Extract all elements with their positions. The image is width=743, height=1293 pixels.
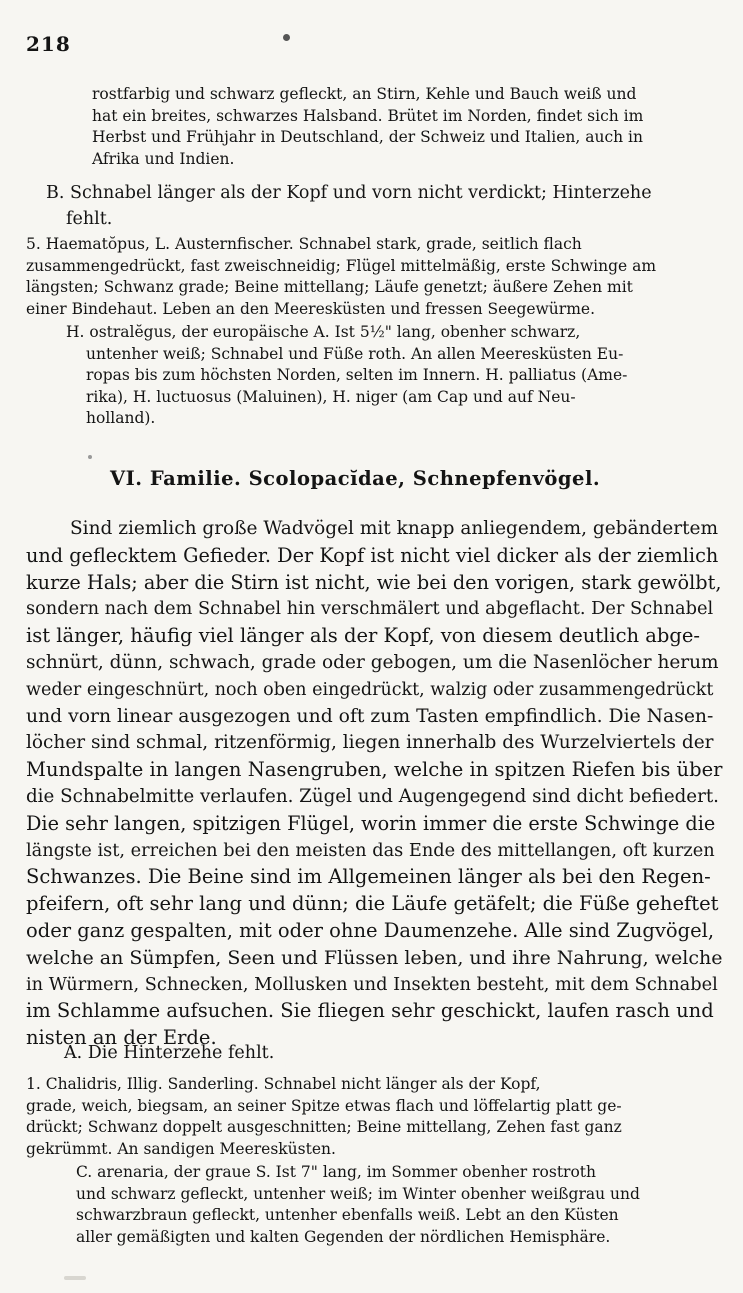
text-line: längsten; Schwanz grade; Beine mittellang; Läufe genetzt; äußere Zehen mit — [26, 278, 633, 297]
text-line: hat ein breites, schwarzes Halsband. Brütet im Norden, findet sich im — [92, 106, 644, 125]
text-line: A. Die Hinterzehe fehlt. — [64, 1043, 275, 1063]
text-line: Mundspalte in langen Nasengruben, welche in spitzen Riefen bis über — [26, 758, 723, 782]
text-line: untenher weiß; Schnabel und Füße roth. An allen Meeresküsten Eu- — [86, 344, 624, 363]
text-line: VI. Familie. Scolopacĭdae, Schnepfenvögel. — [110, 467, 601, 490]
intro-paragraph — [92, 84, 722, 170]
text-line: Sind ziemlich große Wadvögel mit knapp anliegendem, gebändertem — [70, 518, 718, 539]
text-line: die Schnabelmitte verlaufen. Zügel und Augengegend sind dicht befiedert. — [26, 785, 719, 807]
genus-chalidris — [26, 1074, 722, 1160]
text-line: fehlt. — [66, 209, 113, 230]
text-line: welche an Sümpfen, Seen und Flüssen leben, und ihre Nahrung, welche — [26, 946, 723, 969]
family-description — [26, 516, 722, 1052]
text-line: löcher sind schmal, ritzenförmig, liegen innerhalb des Wurzelviertels der — [26, 732, 714, 754]
text-line: und schwarz gefleckt, untenher weiß; im Winter obenher weißgrau und — [76, 1184, 640, 1203]
species-arenaria — [76, 1162, 722, 1248]
text-line: grade, weich, biegsam, an seiner Spitze etwas flach und löffelartig platt ge- — [26, 1096, 622, 1115]
text-line: ist länger, häufig viel länger als der Kopf, von diesem deutlich abge- — [26, 624, 701, 648]
text-line: schwarzbraun gefleckt, untenher ebenfalls weiß. Lebt an den Küsten — [76, 1206, 619, 1225]
text-line: 5. Haematŏpus, L. Austernfischer. Schnabel stark, grade, seitlich flach — [26, 235, 582, 253]
ink-spot — [283, 34, 290, 41]
text-line: kurze Hals; aber die Stirn ist nicht, wie bei den vorigen, stark gewölbt, — [26, 570, 722, 594]
text-line: in Würmern, Schnecken, Mollusken und Insekten besteht, mit dem Schnabel — [26, 974, 718, 995]
text-line: H. ostralĕgus, der europäische A. Ist 5½" lang, obenher schwarz, — [66, 323, 581, 341]
page-number: 218 — [26, 32, 71, 56]
text-line: aller gemäßigten und kalten Gegenden der nördlichen Hemisphäre. — [76, 1227, 611, 1246]
text-line: gekrümmt. An sandigen Meeresküsten. — [26, 1139, 336, 1158]
section-b-heading — [46, 180, 726, 232]
section-a-heading — [64, 1040, 664, 1066]
text-line: zusammengedrückt, fast zweischneidig; Flügel mittelmäßig, erste Schwinge am — [26, 256, 657, 275]
text-line: einer Bindehaut. Leben an den Meeresküsten und fressen Seegewürme. — [26, 299, 595, 318]
text-line: oder ganz gespalten, mit oder ohne Daumenzehe. Alle sind Zugvögel, — [26, 918, 715, 942]
text-line: nisten an der Erde. — [26, 1026, 217, 1050]
text-line: Die sehr langen, spitzigen Flügel, worin immer die erste Schwinge die — [26, 811, 716, 835]
text-line: drückt; Schwanz doppelt ausgeschnitten; Beine mittellang, Zehen fast ganz — [26, 1118, 622, 1137]
species-ostralegus — [66, 322, 722, 430]
family-heading — [110, 466, 670, 493]
print-speck — [88, 455, 92, 459]
text-line: Schwanzes. Die Beine sind im Allgemeinen länger als bei den Regen- — [26, 865, 711, 889]
text-line: C. arenaria, der graue S. Ist 7" lang, im Sommer obenher rostroth — [76, 1163, 596, 1181]
text-line: sondern nach dem Schnabel hin verschmälert und abgeflacht. Der Schnabel — [26, 599, 714, 620]
text-line: im Schlamme aufsuchen. Sie fliegen sehr geschickt, laufen rasch und — [26, 999, 714, 1023]
text-line: Herbst und Frühjahr in Deutschland, der Schweiz und Italien, auch in — [92, 128, 643, 147]
text-line: B. Schnabel länger als der Kopf und vorn nicht verdickt; Hinterzehe — [46, 183, 652, 203]
paper-smudge — [64, 1276, 86, 1280]
text-line: ropas bis zum höchsten Norden, selten im Innern. H. palliatus (Ame- — [86, 366, 628, 385]
text-line: Afrika und Indien. — [92, 149, 235, 168]
text-line: rostfarbig und schwarz gefleckt, an Stirn, Kehle und Bauch weiß und — [92, 85, 637, 103]
text-line: pfeifern, oft sehr lang und dünn; die Läufe getäfelt; die Füße geheftet — [26, 892, 719, 916]
text-line: und geflecktem Gefieder. Der Kopf ist nicht viel dicker als der ziemlich — [26, 543, 719, 567]
text-line: und vorn linear ausgezogen und oft zum Tasten empfindlich. Die Nasen- — [26, 705, 714, 727]
text-line: rika), H. luctuosus (Maluinen), H. niger (am Cap und auf Neu- — [86, 387, 576, 406]
text-line: holland). — [86, 409, 156, 428]
text-line: schnürt, dünn, schwach, grade oder gebogen, um die Nasenlöcher herum — [26, 651, 719, 673]
text-line: weder eingeschnürt, noch oben eingedrückt, walzig oder zusammengedrückt — [26, 679, 714, 700]
genus-haematopus — [26, 234, 722, 320]
text-line: längste ist, erreichen bei den meisten das Ende des mittellangen, oft kurzen — [26, 840, 715, 861]
text-line: 1. Chalidris, Illig. Sanderling. Schnabel nicht länger als der Kopf, — [26, 1075, 541, 1093]
